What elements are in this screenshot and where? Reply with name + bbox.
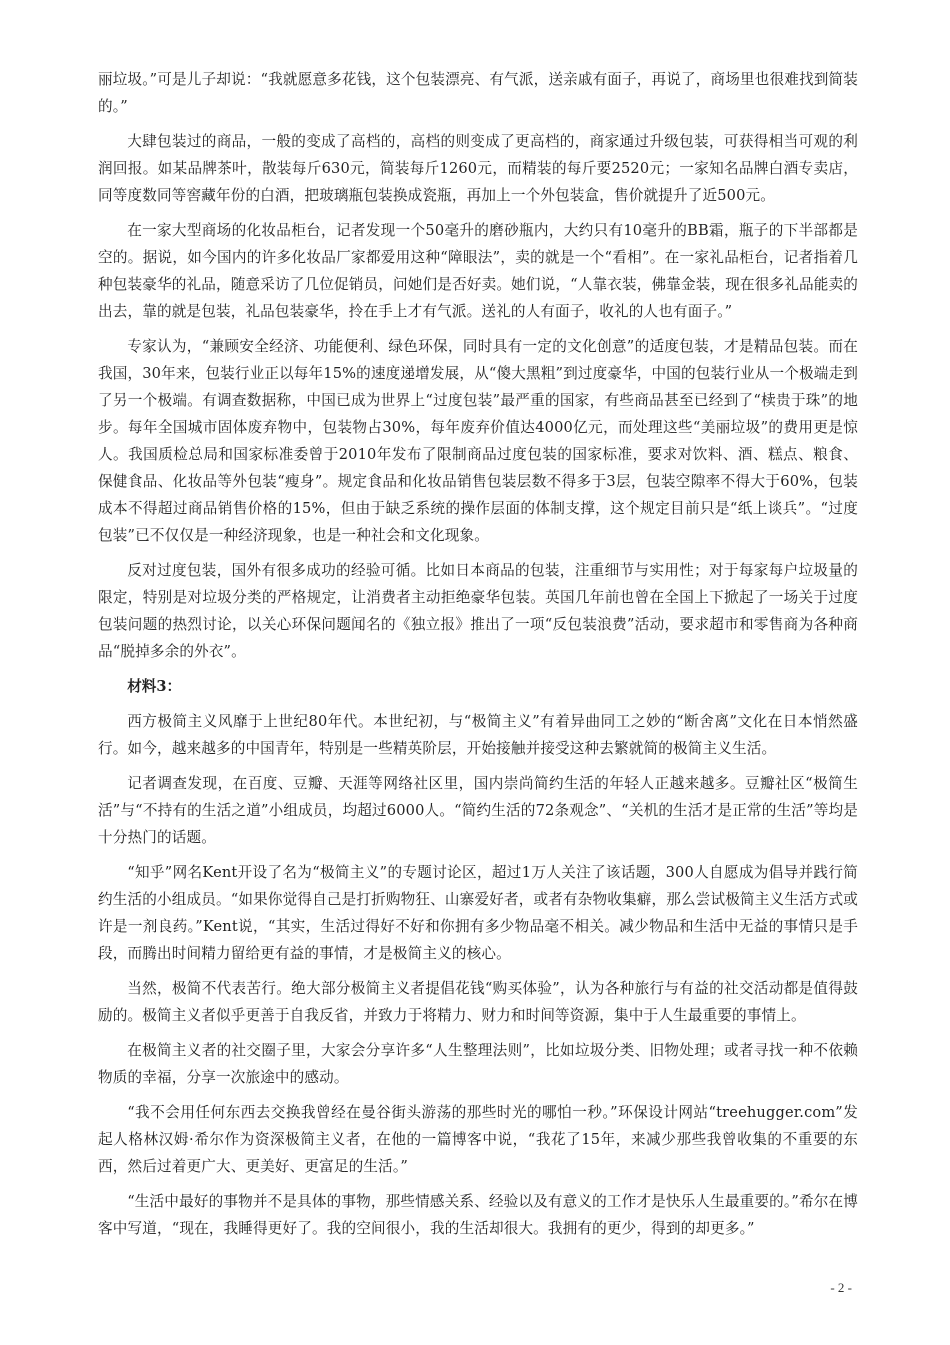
paragraph-foreign-experience: 反对过度包装，国外有很多成功的经验可循。比如日本商品的包装，注重细节与实用性；对于每家每户垃圾量的限定，特别是对垃圾分类的严格规定，让消费者主动拒绝豪华包装。英国几年前也曾在全国上下掀起了一场关于过度包装问题的热烈讨论，以关心环保问题闻名的《独立报》推出了一项“反包装浪费”活动，要求超市和零售商为各种商品“脱掉多余的外衣”。 <box>98 562 858 660</box>
page-number: - 2 - <box>830 1280 852 1295</box>
section-heading-material-3: 材料3： <box>127 678 182 695</box>
paragraph-hill-blog: “生活中最好的事物并不是具体的事物，那些情感关系、经验以及有意义的工作才是快乐人生最重要的。”希尔在博客中写道，“现在，我睡得更好了。我的空间很小，我的生活却很大。我拥有的更少，得到的却更多。” <box>98 1193 858 1237</box>
paragraph-packaging-upgrade: 大肆包装过的商品，一般的变成了高档的，高档的则变成了更高档的，商家通过升级包装，可获得相当可观的利润回报。如某品牌茶叶，散装每斤630元，简装每斤1260元，而精装的每斤要2520元；一家知名品牌白酒专卖店，同等度数同等窖藏年份的白酒，把玻璃瓶包装换成瓷瓶，再加上一个外包装盒，售价就提升了近500元。 <box>98 133 858 204</box>
paragraph-minimalism-origin: 西方极简主义风靡于上世纪80年代。本世纪初，与“极简主义”有着异曲同工之妙的“断舍离”文化在日本悄然盛行。如今，越来越多的中国青年，特别是一些精英阶层，开始接触并接受这种去繁就简的极简主义生活。 <box>98 713 858 757</box>
paragraph-social-circle: 在极简主义者的社交圈子里，大家会分享许多“人生整理法则”，比如垃圾分类、旧物处理；或者寻找一种不依赖物质的幸福，分享一次旅途中的感动。 <box>98 1042 858 1086</box>
paragraph-expert-opinion: 专家认为，“兼顾安全经济、功能便利、绿色环保，同时具有一定的文化创意”的适度包装，才是精品包装。而在我国，30年来，包装行业正以每年15%的速度递增发展，从“傻大黑粗”到过度豪华，中国的包装行业从一个极端走到了另一个极端。有调查数据称，中国已成为世界上“过度包装”最严重的国家，有些商品甚至已经到了“椟贵于珠”的地步。每年全国城市固体废弃物中，包装物占30%，每年废弃价值达4000亿元，而处理这些“美丽垃圾”的费用更是惊人。我国质检总局和国家标准委曾于2010年发布了限制商品过度包装的国家标准，要求对饮料、酒、糕点、粮食、保健食品、化妆品等外包装“瘦身”。规定食品和化妆品销售包装层数不得多于3层，包装空隙率不得大于60%，包装成本不得超过商品销售价格的15%，但由于缺乏系统的操作层面的体制支撑，这个规定目前只是“纸上谈兵”。“过度包装”已不仅仅是一种经济现象，也是一种社会和文化现象。 <box>98 338 858 544</box>
paragraph-continuation: 丽垃圾。”可是儿子却说：“我就愿意多花钱，这个包装漂亮、有气派，送亲戚有面子，再说了，商场里也很难找到简装的。” <box>98 71 858 115</box>
paragraph-cosmetics-counter: 在一家大型商场的化妆品柜台，记者发现一个50毫升的磨砂瓶内，大约只有10毫升的BB霜，瓶子的下半部都是空的。据说，如今国内的许多化妆品厂家都爱用这种“障眼法”，卖的就是一个“看相”。在一家礼品柜台，记者指着几种包装豪华的礼品，随意采访了几位促销员，问她们是否好卖。她们说，“人靠衣装，佛靠金装，现在很多礼品能卖的出去，靠的就是包装，礼品包装豪华，拎在手上才有气派。送礼的人有面子，收礼的人也有面子。” <box>98 222 858 320</box>
paragraph-online-communities: 记者调查发现，在百度、豆瓣、天涯等网络社区里，国内崇尚简约生活的年轻人正越来越多。豆瓣社区“极简生活”与“不持有的生活之道”小组成员，均超过6000人。“简约生活的72条观念”、“关机的生活才是正常的生活”等均是十分热门的话题。 <box>98 775 858 846</box>
paragraph-not-asceticism: 当然，极简不代表苦行。绝大部分极简主义者提倡花钱“购买体验”，认为各种旅行与有益的社交活动都是值得鼓励的。极简主义者似乎更善于自我反省，并致力于将精力、财力和时间等资源，集中于人生最重要的事情上。 <box>98 980 858 1024</box>
paragraph-zhihu-kent: “知乎”网名Kent开设了名为“极简主义”的专题讨论区，超过1万人关注了该话题，300人自愿成为倡导并践行简约生活的小组成员。“如果你觉得自己是打折购物狂、山寨爱好者，或者有杂物收集癖，那么尝试极简主义生活方式或许是一剂良药。”Kent说，“其实，生活过得好不好和你拥有多少物品毫不相关。减少物品和生活中无益的事情只是手段，而腾出时间精力留给更有益的事情，才是极简主义的核心。 <box>98 864 858 962</box>
document-page <box>98 66 858 1250</box>
paragraph-treehugger-quote: “我不会用任何东西去交换我曾经在曼谷街头游荡的那些时光的哪怕一秒。”环保设计网站“treehugger.com”发起人格林汉姆·希尔作为资深极简主义者，在他的一篇博客中说，“我花了15年，来减少那些我曾收集的不重要的东西，然后过着更广大、更美好、更富足的生活。” <box>98 1104 858 1175</box>
